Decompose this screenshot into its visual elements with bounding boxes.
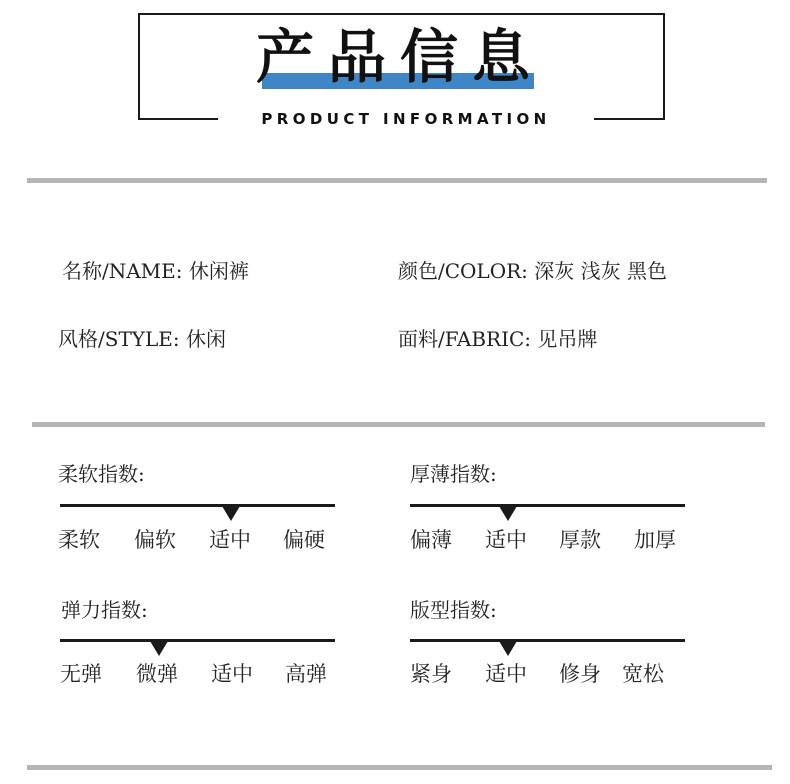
info-fabric: 面料/FABRIC: 见吊牌 — [398, 327, 598, 351]
index-option: 偏薄 — [410, 528, 452, 552]
title-frame-bottom-right — [594, 118, 665, 120]
index-scale-line — [60, 639, 335, 642]
page-subtitle: PRODUCT INFORMATION — [261, 110, 551, 128]
index-option-selected: 适中 — [485, 528, 527, 552]
index-scale-line — [410, 504, 685, 507]
divider-top — [27, 178, 767, 183]
index-option: 柔软 — [58, 528, 100, 552]
divider-bottom — [27, 765, 772, 770]
index-title: 厚薄指数: — [410, 462, 497, 486]
index-option: 宽松 — [622, 662, 664, 686]
index-marker-icon — [499, 641, 517, 656]
info-style: 风格/STYLE: 休闲 — [58, 327, 226, 351]
divider-middle — [32, 422, 765, 427]
index-option: 加厚 — [634, 528, 676, 552]
title-frame-bottom-left — [138, 118, 218, 120]
index-option-selected: 微弹 — [136, 662, 178, 686]
page-title: 产品信息 — [255, 23, 544, 91]
index-option-selected: 适中 — [485, 662, 527, 686]
index-title: 柔软指数: — [58, 462, 145, 486]
index-title: 版型指数: — [410, 598, 497, 622]
index-option: 偏软 — [134, 528, 176, 552]
info-name: 名称/NAME: 休闲裤 — [62, 259, 249, 283]
index-option: 适中 — [211, 662, 253, 686]
index-option: 高弹 — [285, 662, 327, 686]
index-option: 无弹 — [60, 662, 102, 686]
index-scale-line — [410, 639, 685, 642]
index-option: 厚款 — [559, 528, 601, 552]
index-option: 偏硬 — [283, 528, 325, 552]
index-scale-line — [60, 504, 335, 507]
index-option: 紧身 — [410, 662, 452, 686]
index-marker-icon — [150, 641, 168, 656]
index-marker-icon — [222, 506, 240, 521]
index-title: 弹力指数: — [61, 598, 148, 622]
info-color: 颜色/COLOR: 深灰 浅灰 黑色 — [398, 259, 667, 283]
index-marker-icon — [499, 506, 517, 521]
index-option: 修身 — [559, 662, 601, 686]
index-option-selected: 适中 — [209, 528, 251, 552]
